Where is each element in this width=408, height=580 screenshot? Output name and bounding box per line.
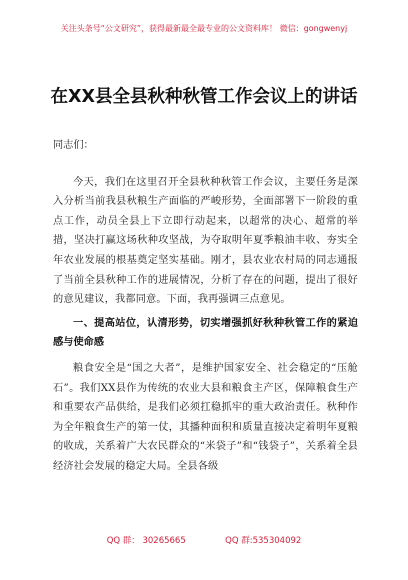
header-promo-note: 关注头条号“公文研究”，获得最新最全最专业的公文资料库！ 微信：gongwenyj: [60, 24, 348, 33]
footer-qq-group-2: QQ 群:535304092: [225, 536, 302, 546]
salutation: 同志们：: [53, 140, 94, 151]
paragraph-opening: 今天，我们在这里召开全县秋种秋管工作会议，主要任务是深入分析当前我县秋粮生产面临的严峻形势，全面部署下一阶段的重点工作，动员全县上下立即行动起来，以超常的决心、超常的举措，坚决打赢这场秋种攻坚战，为夺取明年夏季粮油丰收、夯实全年农业发展的根基奠定坚实基础。刚才，县农业农村局的同志通报了当前全县秋种工作的进展情况，分析了存在的问题，提出了很好的意见建议，我都同意。下面，我再强调三点意见。: [53, 176, 358, 306]
section-heading-1: 一、提高站位，认清形势，切实增强抓好秋种秋管工作的紧迫感与使命感: [53, 317, 358, 349]
footer-contact: [0, 536, 408, 547]
paragraph-food-security: 粮食安全是“国之大者”，是维护国家安全、社会稳定的“压舱石”。我们XX县作为传统的农业大县和粮食主产区，保障粮食生产和重要农产品供给，是我们必须扛稳抓牢的重大政治责任。秋种作为全年粮食生产的第一仗，其播种面积和质量直接决定着明年夏粮的收成，关系着广大农民群众的“米袋子”和“钱袋子”，关系着全县经济社会发展的稳定大局。全县各级: [53, 362, 358, 472]
footer-qq-group-1: QQ 群： 30265665: [106, 536, 186, 546]
document-title: 在XX县全县秋种秋管工作会议上的讲话: [50, 87, 358, 107]
document-body: [53, 136, 358, 481]
